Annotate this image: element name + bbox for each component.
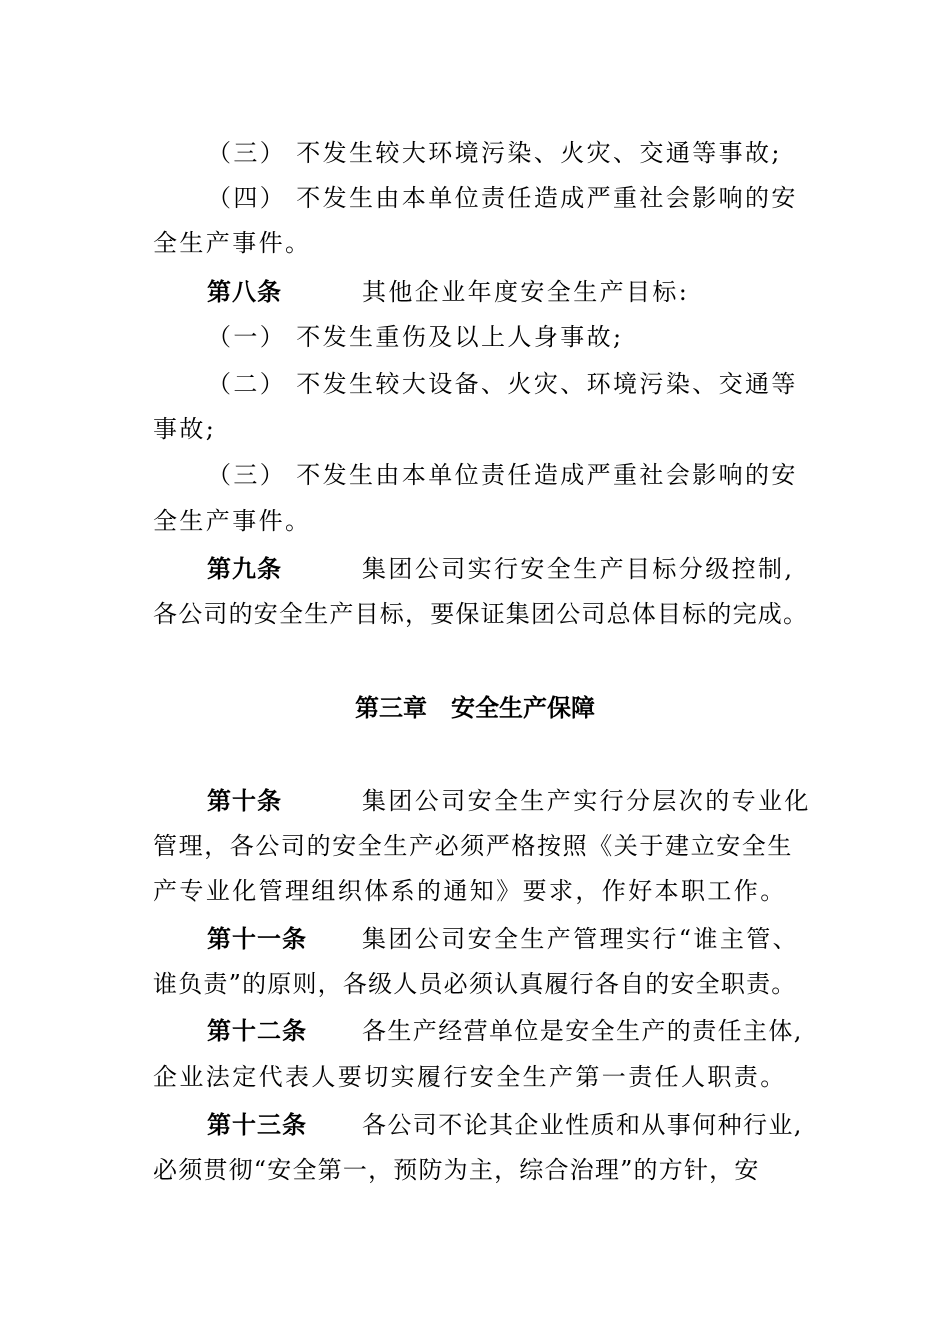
article-13-line-2: 必须贯彻“安全第一，预防为主，综合治理”的方针，安 [153, 1156, 760, 1184]
list-item-3b-line-2: 全生产事件。 [153, 507, 312, 535]
list-item-2-line-2: 事故; [153, 415, 217, 443]
list-item-2-line-1: （二） 不发生较大设备、火灾、环境污染、交通等 [207, 370, 798, 398]
article-11-line-2: 谁负责”的原则，各级人员必须认真履行各自的安全职责。 [153, 970, 797, 998]
list-item-3-line: （三） 不发生较大环境污染、火灾、交通等事故; [207, 139, 782, 167]
article-9-line-2: 各公司的安全生产目标，要保证集团公司总体目标的完成。 [153, 600, 809, 628]
article-8-text: 其他企业年度安全生产目标: [362, 278, 690, 306]
article-10-title: 第十条 [207, 787, 282, 815]
list-item-1-line: （一） 不发生重伤及以上人身事故; [207, 323, 624, 351]
article-12-text: 各生产经营单位是安全生产的责任主体, [362, 1017, 803, 1045]
chapter-heading: 第三章 安全生产保障 [355, 694, 595, 722]
article-10-line-2: 管理，各公司的安全生产必须严格按照《关于建立安全生 [153, 832, 793, 860]
article-11-text: 集团公司安全生产管理实行“谁主管、 [362, 925, 800, 953]
article-11-title: 第十一条 [207, 925, 307, 953]
list-item-4-line-1: （四） 不发生由本单位责任造成严重社会影响的安 [207, 184, 798, 212]
list-item-4-line-2: 全生产事件。 [153, 229, 312, 257]
article-13-title: 第十三条 [207, 1111, 307, 1139]
article-10-text: 集团公司安全生产实行分层次的专业化 [362, 787, 811, 815]
article-12-title: 第十二条 [207, 1017, 307, 1045]
article-9-text: 集团公司实行安全生产目标分级控制, [362, 555, 795, 583]
list-item-3b-line-1: （三） 不发生由本单位责任造成严重社会影响的安 [207, 461, 798, 489]
article-9-title: 第九条 [207, 555, 282, 583]
article-10-line-3: 产专业化管理组织体系的通知》要求，作好本职工作。 [153, 877, 787, 905]
article-8-title: 第八条 [207, 278, 282, 306]
article-13-text: 各公司不论其企业性质和从事何种行业, [362, 1111, 803, 1139]
article-12-line-2: 企业法定代表人要切实履行安全生产第一责任人职责。 [153, 1063, 787, 1091]
